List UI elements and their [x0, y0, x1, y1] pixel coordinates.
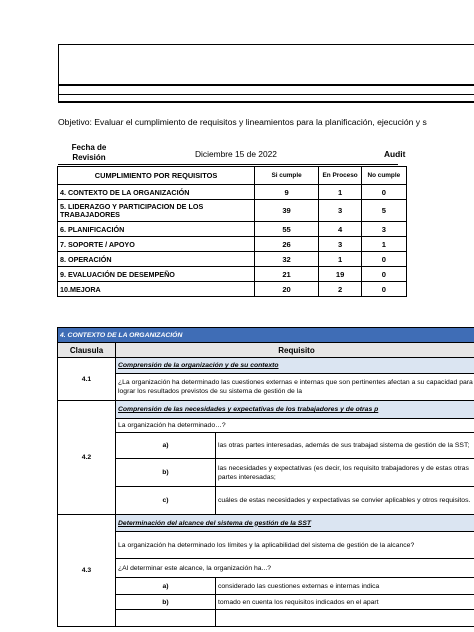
- summary-proceso: 3: [319, 200, 362, 222]
- clause-4-3-text: La organización ha determinado los límites y la aplicabilidad del sistema de gestión de la alcance?: [116, 532, 474, 559]
- summary-row: [58, 237, 409, 252]
- review-label: Fecha de Revisión: [71, 143, 107, 162]
- summary-si: 26: [255, 237, 319, 252]
- item-text: considerado las cuestiones externas e internas indica: [216, 578, 474, 595]
- summary-row: [58, 252, 409, 267]
- detail-table: [57, 327, 474, 627]
- summary-proceso: 2: [319, 282, 362, 297]
- summary-no: 5: [362, 200, 406, 222]
- clause-4-1: 4.1: [58, 358, 116, 401]
- clause-4-3-heading: Determinación del alcance del sistema de gestión de la SST: [116, 515, 474, 532]
- summary-row-name: 9. EVALUACIÓN DE DESEMPEÑO: [58, 267, 255, 282]
- clause-4-2-intro: La organización ha determinado…?: [116, 419, 474, 433]
- summary-header-no: No cumple: [362, 167, 406, 185]
- summary-table: [57, 166, 409, 297]
- summary-no: 0: [362, 267, 406, 282]
- summary-row-name: 10.MEJORA: [58, 282, 255, 297]
- col-requisito: Requisito: [116, 343, 474, 358]
- empty-cell: [216, 610, 474, 627]
- summary-no: 0: [362, 282, 406, 297]
- item-text: cuáles de estas necesidades y expectativas se convier aplicables y otros requisitos.: [216, 487, 474, 515]
- item-text: las necesidades y expectativas (es decir, los requisito trabajadores y de estas otras partes interesadas;: [216, 459, 474, 487]
- summary-row-name: 7. SOPORTE / APOYO: [58, 237, 255, 252]
- summary-no: 1: [362, 237, 406, 252]
- review-date: Diciembre 15 de 2022: [195, 149, 277, 159]
- summary-si: 21: [255, 267, 319, 282]
- item-text: las otras partes interesadas, además de sus trabajad sistema de gestión de la SST;: [216, 433, 474, 459]
- summary-row-name: 5. LIDERAZGO Y PARTICIPACION DE LOS TRABAJADORES: [58, 200, 255, 222]
- summary-no: 3: [362, 222, 406, 237]
- clause-4-2-heading: Comprensión de las necesidades y expectativas de los trabajadores y de otras p: [116, 401, 474, 419]
- summary-row: [58, 222, 409, 237]
- summary-proceso: 1: [319, 185, 362, 200]
- review-underline: [58, 164, 398, 165]
- section-title: 4. CONTEXTO DE LA ORGANIZACIÓN: [58, 328, 474, 343]
- clause-4-3: 4.3: [58, 515, 116, 627]
- summary-header-row: [58, 167, 409, 185]
- summary-row: [58, 267, 409, 282]
- clause-4-3-intro: ¿Al determinar este alcance, la organización ha...?: [116, 559, 474, 578]
- summary-header-proceso: En Proceso: [319, 167, 362, 185]
- summary-proceso: 19: [319, 267, 362, 282]
- item-letter: c): [116, 487, 216, 515]
- summary-si: 9: [255, 185, 319, 200]
- summary-row-name: 4. CONTEXTO DE LA ORGANIZACIÓN: [58, 185, 255, 200]
- summary-proceso: 4: [319, 222, 362, 237]
- item-text: tomado en cuenta los requisitos indicados en el apart: [216, 595, 474, 610]
- summary-si: 32: [255, 252, 319, 267]
- audit-label: Audit: [384, 149, 406, 159]
- item-letter: b): [116, 459, 216, 487]
- header-divider: [58, 84, 474, 86]
- summary-no: 0: [362, 252, 406, 267]
- summary-si: 39: [255, 200, 319, 222]
- summary-header-requisitos: CUMPLIMIENTO POR REQUISITOS: [58, 167, 255, 185]
- clause-4-1-text: ¿La organización ha determinado las cuestiones externas e internas que son pertinentes afectan a su capacidad para lograr los resultados previstos de su sistema de gestión de la: [116, 374, 474, 401]
- summary-row: [58, 282, 409, 297]
- item-letter: a): [116, 433, 216, 459]
- summary-si: 55: [255, 222, 319, 237]
- item-letter: a): [116, 578, 216, 595]
- clause-4-2: 4.2: [58, 401, 116, 515]
- clause-4-1-heading: Comprensión de la organización y de su contexto: [116, 358, 474, 374]
- header-divider-2: [58, 94, 474, 95]
- summary-row: [58, 200, 409, 222]
- summary-proceso: 3: [319, 237, 362, 252]
- header-bottom: [58, 101, 474, 103]
- summary-row-name: 6. PLANIFICACIÓN: [58, 222, 255, 237]
- summary-si: 20: [255, 282, 319, 297]
- summary-row: [58, 185, 409, 200]
- col-clausula: Clausula: [58, 343, 116, 358]
- summary-no: 0: [362, 185, 406, 200]
- summary-row-name: 8. OPERACIÓN: [58, 252, 255, 267]
- summary-proceso: 1: [319, 252, 362, 267]
- summary-header-si: Si cumple: [255, 167, 319, 185]
- empty-cell: [116, 610, 216, 627]
- objective-text: Objetivo: Evaluar el cumplimiento de requisitos y lineamientos para la planificación, ejecución y s: [58, 117, 427, 127]
- top-border: [58, 44, 474, 45]
- item-letter: b): [116, 595, 216, 610]
